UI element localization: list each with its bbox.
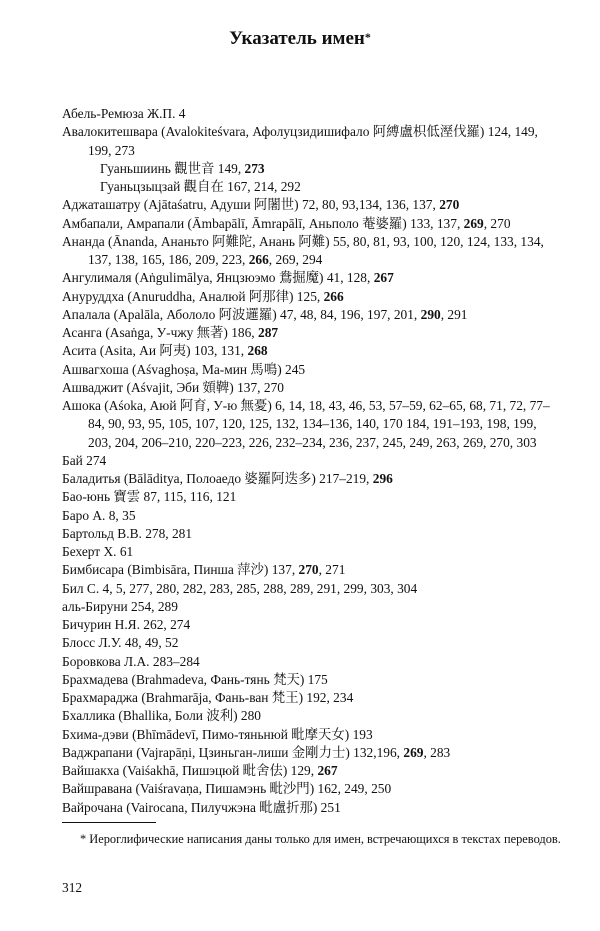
index-entry bbox=[62, 324, 562, 342]
entry-bold-page: 287 bbox=[258, 325, 279, 340]
entry-bold-page: 267 bbox=[317, 763, 338, 778]
index-subentry bbox=[62, 160, 562, 178]
entry-text: Бао-юнь 寶雲 87, 115, 116, 121 bbox=[62, 489, 237, 505]
index-entry bbox=[62, 288, 562, 306]
index-entries bbox=[62, 105, 562, 817]
entry-bold-page: 296 bbox=[372, 471, 393, 486]
entry-bold-page: 290 bbox=[420, 306, 441, 322]
index-entry bbox=[62, 707, 562, 725]
entry-text-after: , 269, 294 bbox=[268, 252, 323, 267]
entry-bold-page: 268 bbox=[247, 343, 268, 359]
entry-text: Ашвагхоша (Aśvaghoṣa, Ма-мин 馬鳴) 245 bbox=[62, 361, 306, 377]
entry-bold-page: 269 bbox=[463, 215, 484, 231]
index-entry bbox=[62, 105, 562, 123]
index-entry bbox=[62, 561, 562, 579]
index-entry bbox=[62, 215, 562, 233]
footnote-rule bbox=[62, 822, 156, 823]
entry-text: Брахмадева (Brahmadeva, Фань-тянь 梵天) 175 bbox=[62, 671, 328, 687]
entry-text: Ангулималя (Aṅgulimālya, Янцзюэмо 鴦掘魔) 41, 128, bbox=[62, 270, 374, 286]
index-entry bbox=[62, 726, 562, 744]
index-entry bbox=[62, 744, 562, 762]
entry-bold-page: 270 bbox=[298, 562, 319, 578]
title-text: Указатель имен bbox=[229, 28, 365, 49]
entry-text: Бичурин Н.Я. 262, 274 bbox=[62, 617, 191, 632]
entry-text: Ваджрапани (Vajrapāṇi, Цзиньган-лиши 金剛力士) 132,196, bbox=[62, 744, 404, 760]
index-entry bbox=[62, 488, 562, 506]
entry-bold-page: 267 bbox=[373, 270, 394, 286]
index-entry bbox=[62, 269, 562, 287]
entry-text-after: , 291 bbox=[440, 306, 468, 322]
entry-text: Бхаллика (Bhallika, Боли 波利) 280 bbox=[62, 708, 261, 724]
entry-text: Вайрочана (Vairocana, Пилучжэна 毗盧折那) 251 bbox=[62, 799, 341, 815]
entry-text: Ануруддха (Anuruddha, Аналюй 阿那律) 125, bbox=[62, 288, 324, 304]
index-entry bbox=[62, 123, 562, 160]
footnote: * Иероглифические написания даны только для имен, встречающихся в текстах переводов. bbox=[80, 832, 561, 846]
index-entry bbox=[62, 306, 562, 324]
page-number: 312 bbox=[62, 880, 83, 895]
entry-bold-page: 270 bbox=[439, 197, 460, 213]
entry-text: Баро А. 8, 35 bbox=[62, 507, 136, 523]
page-title bbox=[0, 28, 600, 50]
index-entry bbox=[62, 470, 562, 488]
entry-text: Гуаньшиинь 觀世音 149, bbox=[100, 160, 245, 176]
entry-text: Ашваджит (Aśvajit, Эби 頞鞞) 137, 270 bbox=[62, 379, 284, 395]
entry-text: Ананда (Ānanda, Ананьто 阿難陀, Анань 阿難) 55, 80, 81, 93, 100, 120, 124, 133, 134, 137, 138, 165, 186, 209, 223, bbox=[62, 233, 544, 267]
entry-text: Блосс Л.У. 48, 49, 52 bbox=[62, 635, 179, 651]
index-entry bbox=[62, 653, 562, 671]
entry-bold-page: 269 bbox=[403, 744, 424, 760]
entry-text-after: , 270 bbox=[483, 215, 511, 231]
entry-bold-page: 266 bbox=[323, 288, 344, 304]
index-entry bbox=[62, 525, 562, 543]
index-entry bbox=[62, 780, 562, 798]
entry-text: Гуаньцзыцзай 觀自在 167, 214, 292 bbox=[100, 179, 301, 194]
entry-text: Авалокитешвара (Avalokiteśvara, Афолуцзидишифало 阿縛盧枳低溼伐羅) 124, 149, 199, 273 bbox=[62, 124, 538, 158]
index-entry bbox=[62, 361, 562, 379]
index-entry bbox=[62, 452, 562, 470]
index-entry bbox=[62, 598, 562, 616]
entry-bold-page: 266 bbox=[248, 252, 269, 267]
entry-text: Асанга (Asaṅga, У-чжу 無著) 186, bbox=[62, 325, 258, 340]
entry-text: Вайшравана (Vaiśravaṇa, Пишамэнь 毗沙門) 162, 249, 250 bbox=[62, 781, 392, 797]
entry-text: Бартольд В.В. 278, 281 bbox=[62, 525, 193, 541]
entry-text: аль-Бируни 254, 289 bbox=[62, 598, 178, 614]
entry-text: Абель-Ремюза Ж.П. 4 bbox=[62, 106, 186, 121]
title-footnote-mark: * bbox=[364, 30, 371, 44]
index-subentry bbox=[62, 178, 562, 196]
index-entry bbox=[62, 671, 562, 689]
entry-text: Бехерт Х. 61 bbox=[62, 544, 134, 559]
entry-text-after: , 271 bbox=[318, 562, 346, 578]
index-entry bbox=[62, 397, 562, 452]
index-entry bbox=[62, 689, 562, 707]
index-entry bbox=[62, 799, 562, 817]
entry-bold-page: 273 bbox=[244, 160, 265, 176]
entry-text: Вайшакха (Vaiśakhā, Пишэцюй 毗舍佉) 129, bbox=[62, 763, 318, 778]
entry-text: Бил С. 4, 5, 277, 280, 282, 283, 285, 288, 289, 291, 299, 303, 304 bbox=[62, 580, 418, 596]
entry-text-after: , 283 bbox=[423, 744, 451, 760]
entry-text: Аджаташатру (Ajātaśatru, Адуши 阿闍世) 72, 80, 93,134, 136, 137, bbox=[62, 197, 440, 213]
entry-text: Бимбисара (Bimbisāra, Пинша 萍沙) 137, bbox=[62, 562, 299, 578]
index-entry bbox=[62, 233, 562, 270]
entry-text: Брахмараджа (Brahmarāja, Фань-ван 梵王) 192, 234 bbox=[62, 690, 354, 705]
index-entry bbox=[62, 342, 562, 360]
index-entry bbox=[62, 379, 562, 397]
entry-text: Бхима-дэви (Bhīmādevī, Пимо-тяньнюй 毗摩天女) 193 bbox=[62, 726, 373, 742]
index-entry bbox=[62, 507, 562, 525]
entry-text: Бай 274 bbox=[62, 452, 107, 468]
entry-text: Боровкова Л.А. 283–284 bbox=[62, 653, 200, 669]
entry-text: Ашока (Aśoka, Аюй 阿育, У-ю 無憂) 6, 14, 18, 43, 46, 53, 57–59, 62–65, 68, 71, 72, 77–84, 90, 93, 95, 105, 107, 120, 125, 132, 134–136, 140, 170 184, 191–193, 198, 199, 203, 204, 206–210, 220–223, 226, 232–234, 236, 237, 245, 249, 263, 269, 270, 303 bbox=[62, 398, 550, 450]
index-entry bbox=[62, 580, 562, 598]
index-entry bbox=[62, 616, 562, 634]
index-entry bbox=[62, 762, 562, 780]
entry-text: Баладитья (Bālāditya, Полоаедо 婆羅阿迭多) 217–219, bbox=[62, 471, 373, 486]
entry-text: Амбапали, Амрапали (Āmbapālī, Āmrapālī, Аньполо 菴婆羅) 133, 137, bbox=[62, 215, 464, 231]
index-entry bbox=[62, 634, 562, 652]
entry-text: Апалала (Apalāla, Абололо 阿波邏羅) 47, 48, 84, 196, 197, 201, bbox=[62, 306, 421, 322]
index-entry bbox=[62, 543, 562, 561]
entry-text: Асита (Asita, Аи 阿夷) 103, 131, bbox=[62, 343, 248, 359]
index-entry bbox=[62, 196, 562, 214]
